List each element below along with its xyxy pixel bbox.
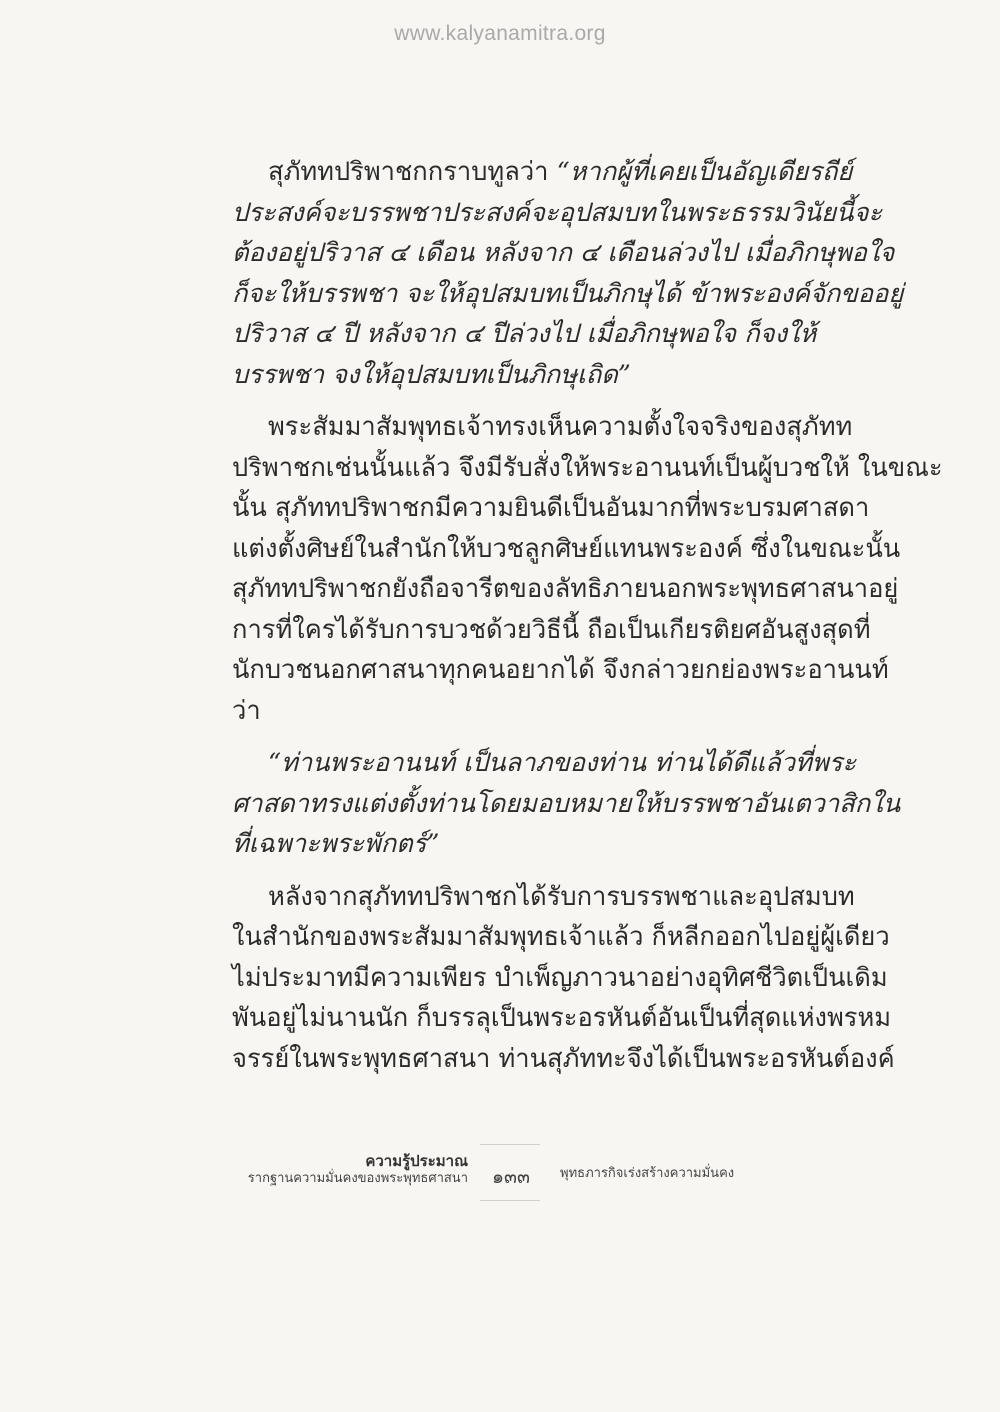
text-line-quote: “หากผู้ที่เคยเป็นอัญเดียรถีย์ bbox=[556, 157, 853, 187]
paragraph-subhadda-request bbox=[232, 152, 904, 395]
footer-divider-top bbox=[480, 1144, 540, 1145]
text-line bbox=[232, 152, 853, 193]
text-line: นั้น สุภัททปริพาชกมีความยินดีเป็นอันมากที่พระบรมศาสดา bbox=[232, 493, 870, 523]
text-line: “ท่านพระอานนท์ เป็นลาภของท่าน ท่านได้ดีแล้วที่พระ bbox=[268, 748, 857, 778]
text-line: สุภัททปริพาชกยังถือจารีตของลัทธิภายนอกพระพุทธศาสนาอยู่ bbox=[232, 574, 899, 604]
footer-book-subtitle: รากฐานความมั่นคงของพระพุทธศาสนา bbox=[247, 1171, 468, 1186]
paragraph-praise-quote bbox=[232, 743, 901, 865]
text-line: ไม่ประมาทมีความเพียร บำเพ็ญภาวนาอย่างอุทิศชีวิตเป็นเดิม bbox=[232, 962, 888, 993]
text-line: ที่เฉพาะพระพักตร์” bbox=[232, 829, 440, 859]
footer-divider-bottom bbox=[480, 1200, 540, 1201]
text-line: ปริพาชกเช่นนั้นแล้ว จึงมีรับสั่งให้พระอานนท์เป็นผู้บวชให้ ในขณะ bbox=[232, 452, 943, 483]
text-line: ประสงค์จะบรรพชาประสงค์จะอุปสมบทในพระธรรมวินัยนี้จะ bbox=[232, 197, 883, 228]
text-line: พระสัมมาสัมพุทธเจ้าทรงเห็นความตั้งใจจริงของสุภัทท bbox=[268, 412, 853, 442]
text-line: หลังจากสุภัททปริพาชกได้รับการบรรพชาและอุปสมบท bbox=[268, 881, 855, 912]
text-line: บรรพชา จงให้อุปสมบทเป็นภิกษุเถิด” bbox=[232, 359, 631, 390]
text-line-plain: สุภัททปริพาชกกราบทูลว่า bbox=[268, 157, 557, 187]
footer-book-title: ความรู้ประมาณ bbox=[365, 1152, 468, 1170]
text-line: การที่ใครได้รับการบวชด้วยวิธีนี้ ถือเป็นเกียรติยศอันสูงสุดที่ bbox=[232, 614, 871, 645]
text-line: ในสำนักของพระสัมมาสัมพุทธเจ้าแล้ว ก็หลีกออกไปอยู่ผู้เดียว bbox=[232, 922, 890, 952]
footer-chapter-title: พุทธภารกิจเร่งสร้างความมั่นคง bbox=[560, 1166, 735, 1181]
text-line: ศาสดาทรงแต่งตั้งท่านโดยมอบหมายให้บรรพชาอันเตวาสิกใน bbox=[232, 788, 901, 819]
text-line: ว่า bbox=[232, 695, 261, 726]
paragraph-buddha-ordination bbox=[232, 407, 943, 731]
page-number: ๑๓๓ bbox=[492, 1166, 531, 1188]
text-line: ปริวาส ๔ ปี หลังจาก ๔ ปีล่วงไป เมื่อภิกษุพอใจ ก็จงให้ bbox=[232, 319, 817, 349]
paragraph-arahantship bbox=[232, 877, 895, 1080]
page-body bbox=[232, 152, 943, 1079]
text-line: แต่งตั้งศิษย์ในสำนักให้บวชลูกศิษย์แทนพระองค์ ซึ่งในขณะนั้น bbox=[232, 533, 901, 564]
text-line: ต้องอยู่ปริวาส ๔ เดือน หลังจาก ๔ เดือนล่วงไป เมื่อภิกษุพอใจ bbox=[232, 238, 895, 268]
text-line: ก็จะให้บรรพชา จะให้อุปสมบทเป็นภิกษุได้ ข้าพระองค์จักขออยู่ bbox=[232, 278, 904, 309]
text-line: พันอยู่ไม่นานนัก ก็บรรลุเป็นพระอรหันต์อันเป็นที่สุดแห่งพรหม bbox=[232, 1003, 892, 1033]
watermark: www.kalyanamitra.org bbox=[394, 22, 606, 45]
text-line: นักบวชนอกศาสนาทุกคนอยากได้ จึงกล่าวยกย่องพระอานนท์ bbox=[232, 655, 889, 685]
text-line: จรรย์ในพระพุทธศาสนา ท่านสุภัททะจึงได้เป็นพระอรหันต์องค์ bbox=[232, 1043, 895, 1074]
footer-book-info bbox=[248, 1152, 468, 1188]
page-footer bbox=[220, 1142, 780, 1202]
